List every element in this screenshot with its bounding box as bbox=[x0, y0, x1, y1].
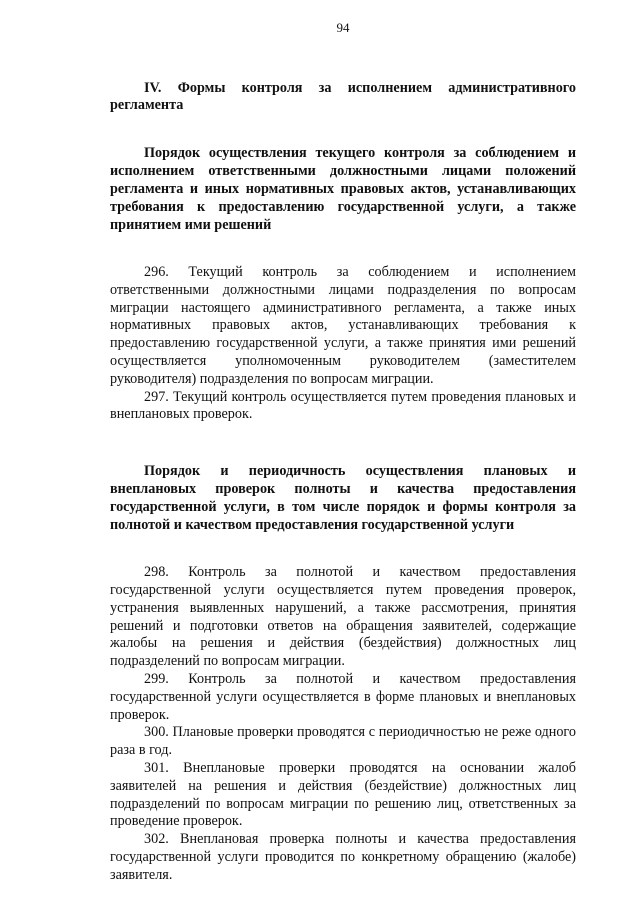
paragraph-300: 300. Плановые проверки проводятся с периодичностью не реже одного раза в год. bbox=[110, 724, 576, 759]
page-number: 94 bbox=[336, 20, 350, 35]
paragraph-296: 296. Текущий контроль за соблюдением и исполнением ответственными должностными лицами подразделения по вопросам миграции настоящего административного регламента, а также иных нормативных правовых актов, устанавливающих требования к предоставлению государственной услуги, а также принятия ими решений осуществляется уполномоченным руководителем (заместителем руководителя) подразделения по вопросам миграции. bbox=[110, 264, 576, 387]
section-title: IV. Формы контроля за исполнением административного регламента bbox=[110, 80, 576, 113]
paragraph-299: 299. Контроль за полнотой и качеством предоставления государственной услуги осуществляется в форме плановых и внеплановых проверок. bbox=[110, 670, 576, 723]
subsection-body-inspections bbox=[110, 564, 576, 884]
subsection-heading-inspections: Порядок и периодичность осуществления плановых и внеплановых проверок полноты и качества предоставления государственной услуги, в том числе порядок и формы контроля за полнотой и качеством предоставления государственной услуги bbox=[110, 463, 576, 534]
paragraph-297: 297. Текущий контроль осуществляется путем проведения плановых и внеплановых проверок. bbox=[110, 388, 576, 423]
subsection-body-current-control bbox=[110, 264, 576, 424]
document-page bbox=[110, 20, 576, 885]
paragraph-302: 302. Внеплановая проверка полноты и качества предоставления государственной услуги проводится по конкретному обращению (жалобе) заявителя. bbox=[110, 831, 576, 883]
paragraph-298: 298. Контроль за полнотой и качеством предоставления государственной услуги осуществляется путем проведения проверок, устранения выявленных нарушений, а также рассмотрения, принятия решений и подготовки ответов на обращения заявителей, содержащие жалобы на решения и действия (бездействия) должностных лиц подразделений по вопросам миграции. bbox=[110, 564, 576, 670]
paragraph-301: 301. Внеплановые проверки проводятся на основании жалоб заявителей на решения и действия (бездействие) должностных лиц подразделений по вопросам миграции по решению лиц, ответственных за проведение проверок. bbox=[110, 759, 576, 830]
subsection-heading-current-control: Порядок осуществления текущего контроля за соблюдением и исполнением ответственными должностными лицами положений регламента и иных нормативных правовых актов, устанавливающих требования к предоставлению государственной услуги, а также принятием ими решений bbox=[110, 145, 576, 233]
